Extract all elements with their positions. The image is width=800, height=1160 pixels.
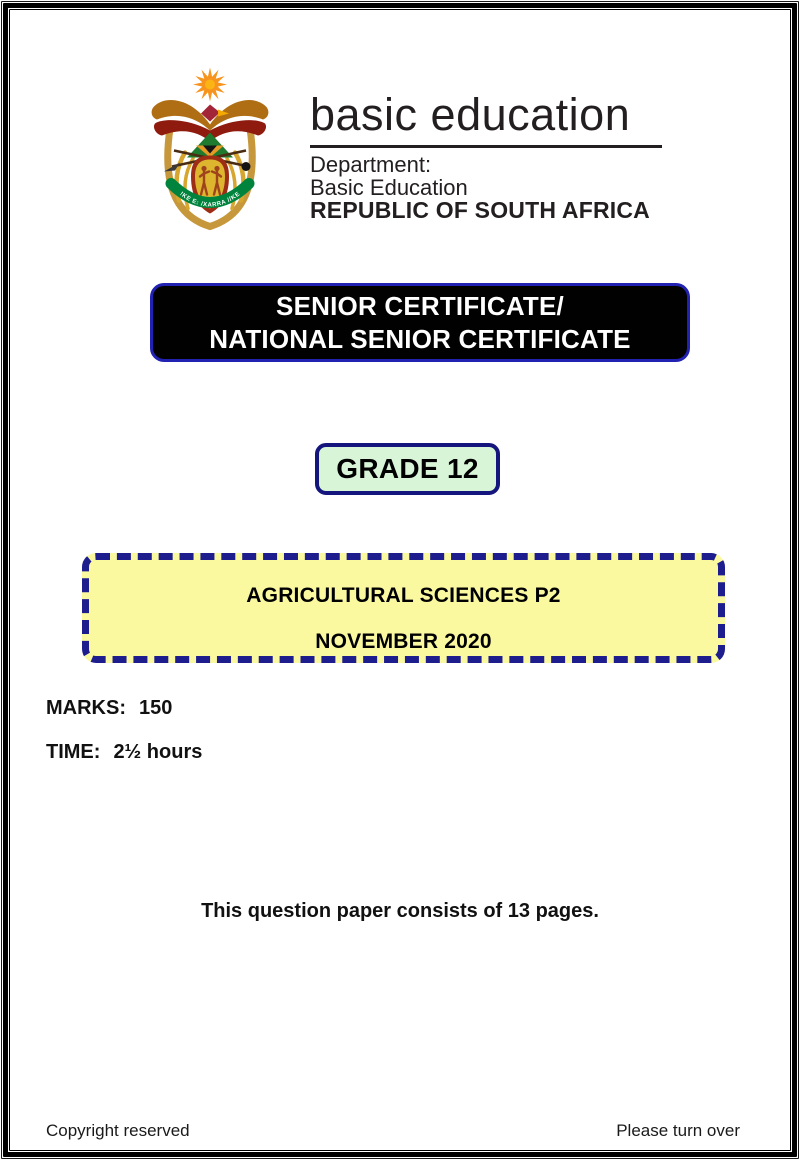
marks-label: MARKS: xyxy=(46,697,126,719)
basic-education-wordmark: basic education xyxy=(310,89,631,140)
logo-sun-core xyxy=(205,80,215,90)
marks-row xyxy=(46,698,202,718)
grade-label: GRADE 12 xyxy=(336,453,479,484)
exam-details xyxy=(46,698,202,762)
turn-over-text: Please turn over xyxy=(616,1121,740,1140)
page-footer xyxy=(46,1121,740,1141)
department-name: Basic Education xyxy=(310,174,468,200)
subject-box xyxy=(82,553,725,663)
time-value: 2½ hours xyxy=(113,741,203,763)
logo-wing-right xyxy=(210,100,268,141)
time-label: TIME: xyxy=(46,741,101,763)
wordmark-underline xyxy=(310,145,662,148)
logo-wing-left xyxy=(152,100,210,141)
country-name: REPUBLIC OF SOUTH AFRICA xyxy=(310,197,650,223)
department-masthead xyxy=(310,89,680,223)
subject-title: AGRICULTURAL SCIENCES P2 xyxy=(246,584,561,607)
time-row xyxy=(46,742,202,762)
certificate-line1: SENIOR CERTIFICATE/ xyxy=(276,290,564,321)
coat-of-arms-logo xyxy=(140,60,280,245)
marks-value: 150 xyxy=(139,697,173,719)
grade-box xyxy=(315,443,500,495)
logo-motto-text: !KE E: /XARRA //KE xyxy=(178,191,242,209)
copyright-text: Copyright reserved xyxy=(46,1121,190,1140)
certificate-banner xyxy=(150,283,690,362)
certificate-line2: NATIONAL SENIOR CERTIFICATE xyxy=(209,323,631,354)
department-label: Department: xyxy=(310,152,432,177)
pages-note: This question paper consists of 13 pages. xyxy=(201,900,599,922)
exam-session: NOVEMBER 2020 xyxy=(315,630,492,653)
